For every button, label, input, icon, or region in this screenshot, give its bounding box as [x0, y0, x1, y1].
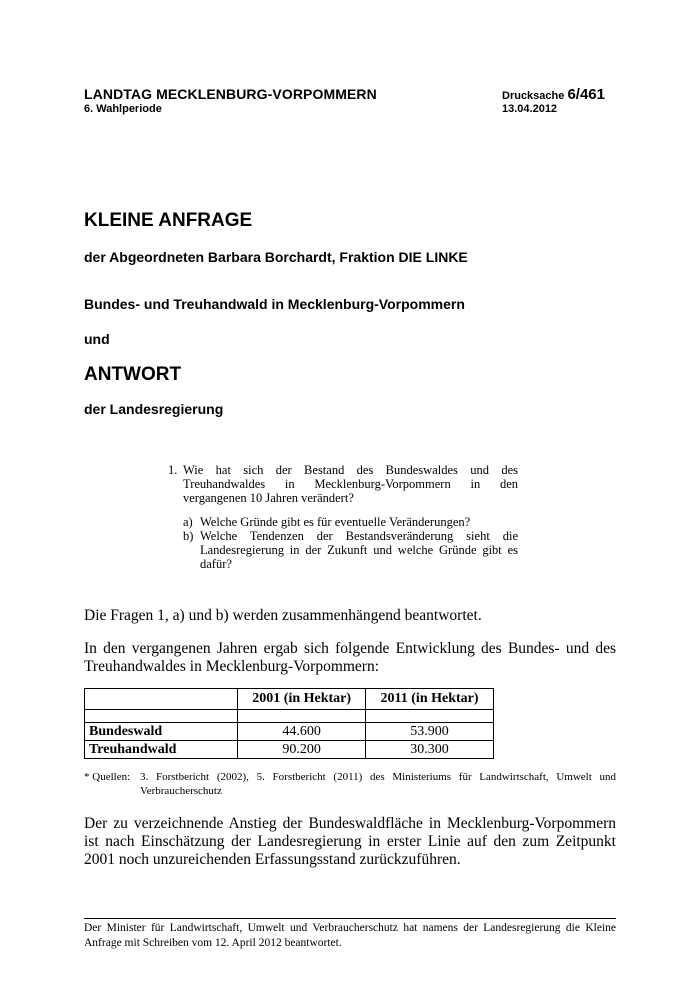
und-line: und	[84, 331, 110, 347]
table-header-cell	[85, 689, 238, 710]
document-date: 13.04.2012	[502, 103, 558, 115]
value-2011: 30.300	[366, 741, 494, 759]
table-header-cell: 2001 (in Hektar)	[238, 689, 366, 710]
value-2001: 90.200	[238, 741, 366, 759]
subquestion-text: Welche Gründe gibt es für eventuelle Veränderungen?	[200, 515, 471, 529]
question-text: Wie hat sich der Bestand des Bundeswaldes und des Treuhandwaldes in Mecklenburg-Vorpommern in den vergangenen 10 Jahren verändert?	[183, 463, 518, 505]
answer-paragraph-3: Der zu verzeichnende Anstieg der Bundeswaldfläche in Mecklenburg-Vorpommern ist nach Einschätzung der Landesregierung in erster Linie auf den zum Zeitpunkt 2001 noch unzureichenden Erfassungsstand zurückzuführen.	[84, 815, 616, 868]
parliament-name: LANDTAG MECKLENBURG-VORPOMMERN	[84, 86, 377, 102]
document-number	[502, 86, 605, 103]
antwort-heading: ANTWORT	[84, 364, 182, 385]
subquestion-label: b)	[183, 529, 194, 543]
answer-paragraph-2: In den vergangenen Jahren ergab sich folgende Entwicklung des Bundes- und des Treuhandwaldes in Mecklenburg-Vorpommern:	[84, 640, 616, 675]
document-label: Drucksache	[502, 90, 565, 102]
question-number: 1.	[168, 463, 178, 477]
kleine-anfrage-heading: KLEINE ANFRAGE	[84, 210, 253, 231]
sources-footnote	[84, 770, 616, 798]
responder-line: der Landesregierung	[84, 401, 224, 417]
row-label: Treuhandwald	[85, 741, 238, 759]
answer-paragraph-1: Die Fragen 1, a) und b) werden zusammenhängend beantwortet.	[84, 607, 482, 624]
author-line: der Abgeordneten Barbara Borchardt, Fraktion DIE LINKE	[84, 249, 468, 265]
table-row	[85, 741, 494, 759]
table-header-row	[85, 689, 494, 710]
electoral-period: 6. Wahlperiode	[84, 103, 162, 115]
subquestion-a	[183, 515, 518, 529]
table-spacer-row	[85, 710, 494, 723]
footnote-text: 3. Forstbericht (2002), 5. Forstbericht (2011) des Ministeriums für Landwirtschaft, Umwelt und Verbraucherschutz	[140, 771, 616, 797]
subquestion-label: a)	[183, 515, 193, 529]
question-block	[168, 463, 518, 571]
forest-area-table	[84, 688, 494, 759]
footer-divider	[84, 918, 616, 919]
row-label: Bundeswald	[85, 723, 238, 741]
subquestion-b	[183, 529, 518, 571]
value-2011: 53.900	[366, 723, 494, 741]
table-row	[85, 723, 494, 741]
value-2001: 44.600	[238, 723, 366, 741]
document-number-value: 6/461	[567, 86, 605, 103]
question-1	[168, 463, 518, 505]
table-header-cell: 2011 (in Hektar)	[366, 689, 494, 710]
footnote-label: * Quellen:	[84, 771, 131, 783]
footer-note: Der Minister für Landwirtschaft, Umwelt und Verbraucherschutz hat namens der Landesregierung die Kleine Anfrage mit Schreiben vom 12. April 2012 beantwortet.	[84, 922, 616, 949]
subquestion-text: Welche Tendenzen der Bestandsveränderung sieht die Landesregierung in der Zukunft und welche Gründe gibt es dafür?	[200, 529, 518, 571]
subject-line: Bundes- und Treuhandwald in Mecklenburg-Vorpommern	[84, 296, 465, 312]
